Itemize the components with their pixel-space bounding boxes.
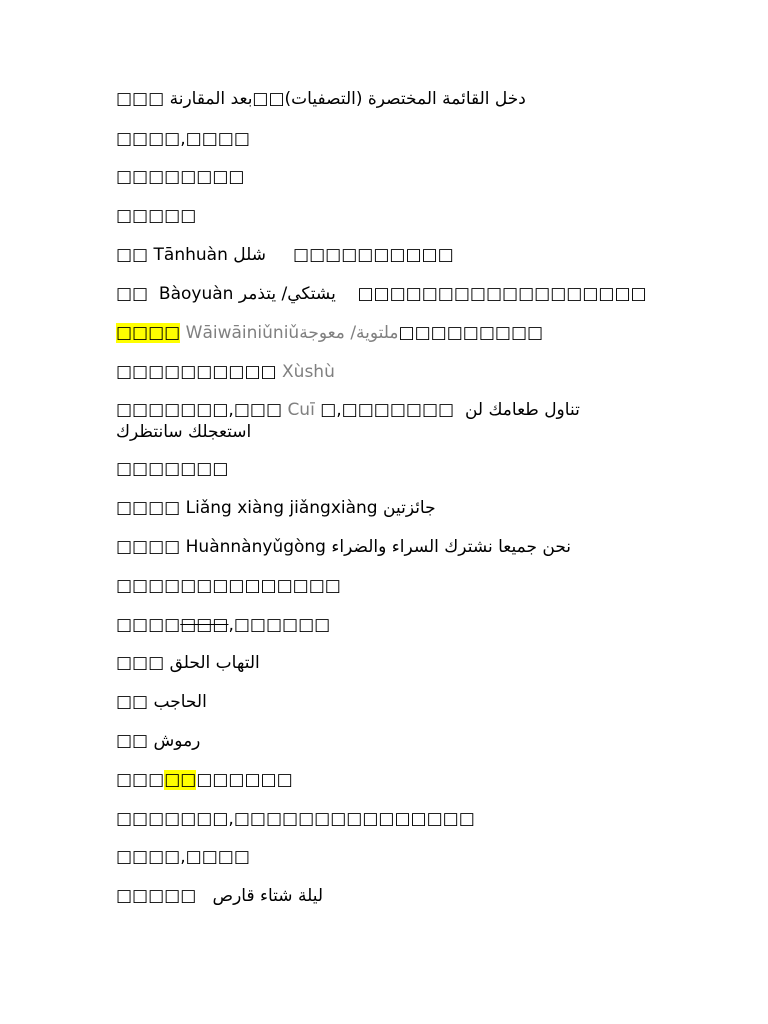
line-17-chinese-text: □□ — [116, 731, 154, 751]
line-1-arabic-text: دخل القائمة المختصرة (التصفيات)□□بعد المقارنة — [169, 89, 526, 109]
line-17-arabic-text: رموش — [153, 731, 201, 751]
text-line-16 — [116, 691, 646, 713]
text-line-12 — [116, 536, 646, 558]
line-2-chinese-text: □□□□,□□□□ — [116, 129, 250, 149]
line-7-chinese-text: □□□□□□□□□ — [398, 323, 544, 343]
text-line-5 — [116, 244, 646, 266]
line-16-chinese-text: □□ — [116, 692, 154, 712]
text-line-14 — [116, 614, 646, 636]
line-13-chinese-text: □□□□□□□□□□□□□□ — [116, 576, 341, 596]
line-7-pinyin-text: Wāiwāiniǔniǔ — [180, 323, 300, 343]
line-12-pinyin-text: □□□□ Huànnànyǔgòng — [116, 537, 332, 557]
line-14-chinese-text-2: ,□□□□□□ — [228, 615, 331, 635]
text-line-13 — [116, 575, 646, 597]
text-line-10 — [116, 458, 646, 480]
line-4-chinese-text: □□□□□ — [116, 206, 197, 226]
line-14-chinese-text: □□□□ — [116, 615, 181, 635]
line-8-pinyin-text: Xùshù — [282, 362, 335, 382]
text-line-9 — [116, 399, 646, 443]
line-6-chinese-text: □□□□□□□□□□□□□□□□□□ — [335, 284, 647, 304]
line-20-chinese-text: □□□□,□□□□ — [116, 847, 250, 867]
line-11-pinyin-text: □□□□ Liǎng xiàng jiǎngxiàng — [116, 498, 384, 518]
line-9-chinese-text: □□□□□□□,□□□ — [116, 400, 288, 420]
text-line-3 — [116, 166, 646, 188]
line-14-strikethrough-text: □□□ — [180, 615, 229, 635]
line-19-chinese-text: □□□□□□□,□□□□□□□□□□□□□□□ — [116, 809, 475, 829]
text-line-17 — [116, 730, 646, 752]
line-7-arabic-text: ملتوية/ معوجة — [299, 323, 399, 343]
line-15-arabic-text: التهاب الحلق — [169, 653, 260, 673]
line-8-chinese-text: □□□□□□□□□□ — [116, 362, 283, 382]
text-line-15 — [116, 652, 646, 674]
text-line-7 — [116, 322, 646, 344]
line-9-pinyin-text: Cuī — [287, 400, 315, 420]
line-7-highlighted-text: □□□□ — [116, 323, 181, 343]
text-line-20 — [116, 846, 646, 868]
line-3-chinese-text: □□□□□□□□ — [116, 167, 245, 187]
line-21-arabic-text: ليلة شتاء قارص — [212, 886, 324, 906]
text-line-2 — [116, 128, 646, 150]
text-line-6 — [116, 283, 646, 305]
text-line-11 — [116, 497, 646, 519]
text-line-4 — [116, 205, 646, 227]
line-21-chinese-text: □□□□□ — [116, 886, 213, 906]
line-5-arabic-text: شلل — [233, 245, 266, 265]
text-line-18 — [116, 769, 646, 791]
text-line-19 — [116, 808, 646, 830]
line-9-arabic-text: تناول طعامك لن استعجلك سانتظرك — [116, 400, 580, 442]
line-10-chinese-text: □□□□□□□ — [116, 459, 229, 479]
line-6-pinyin-text: □□ Bàoyuàn — [116, 284, 239, 304]
line-9-chinese-text-2: □,□□□□□□□ — [314, 400, 465, 420]
line-15-chinese-text: □□□ — [116, 653, 170, 673]
line-12-arabic-text: نحن جميعا نشترك السراء والضراء — [331, 537, 572, 557]
line-1-chinese-text: □□□ — [116, 89, 170, 109]
line-5-pinyin-text: □□ Tānhuàn — [116, 245, 234, 265]
line-18-highlighted-text: □□ — [164, 770, 197, 790]
line-6-arabic-text: يشتكي/ يتذمر — [238, 284, 336, 304]
line-5-chinese-text: □□□□□□□□□□ — [266, 245, 454, 265]
line-11-arabic-text: جائزتين — [383, 498, 436, 518]
line-16-arabic-text: الحاجب — [153, 692, 207, 712]
text-line-21 — [116, 885, 646, 907]
text-line-8 — [116, 361, 646, 383]
line-18-chinese-text-2: □□□□□□ — [196, 770, 293, 790]
line-18-chinese-text: □□□ — [116, 770, 165, 790]
text-line-1 — [116, 88, 646, 110]
